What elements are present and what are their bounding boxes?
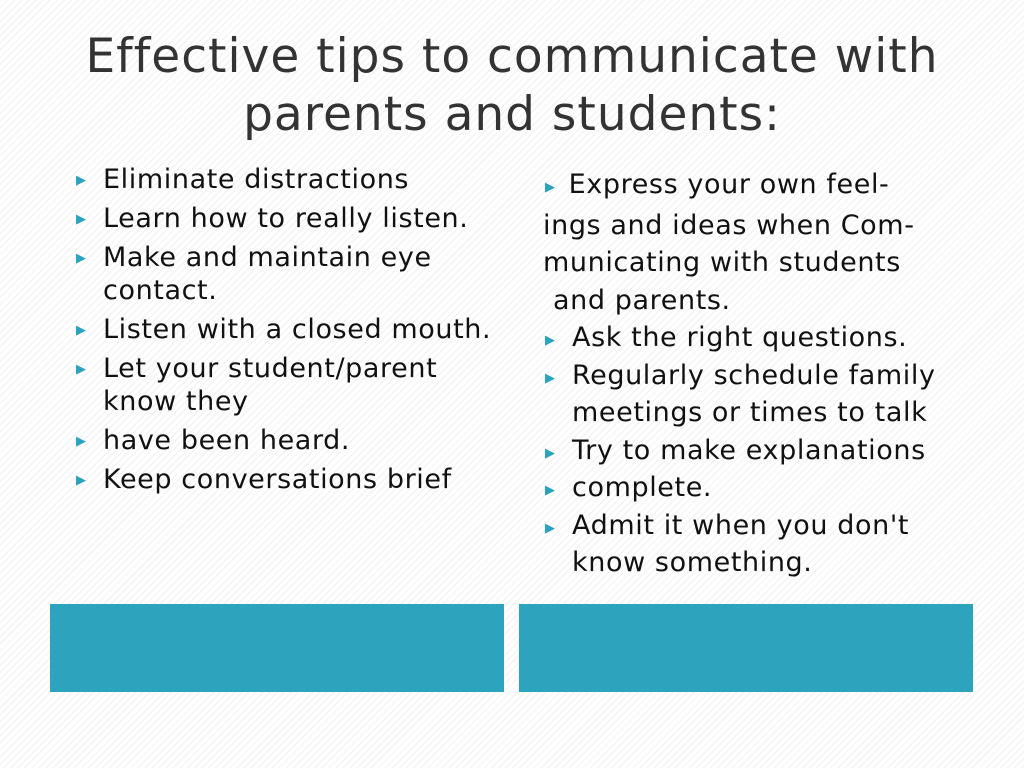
- list-item: [543, 469, 983, 507]
- triangle-right-icon: ▶: [76, 362, 87, 377]
- list-item-text: have been heard.: [103, 425, 351, 456]
- triangle-right-icon: ▶: [76, 173, 87, 188]
- triangle-right-icon: ▶: [545, 520, 556, 536]
- list-item-text: Express your own feel-: [568, 169, 890, 200]
- list-item-text: Learn how to really listen.: [103, 203, 469, 234]
- slide-title: [40, 28, 984, 144]
- list-item-line: municating with students: [543, 247, 901, 278]
- list-item-line: and parents.: [553, 284, 731, 316]
- list-item-text: Ask the right questions.: [572, 322, 908, 353]
- list-item-text: Regularly schedule family meetings or times to talk: [572, 359, 936, 428]
- list-item: [74, 313, 514, 346]
- triangle-right-icon: ▶: [545, 333, 556, 348]
- list-item-text: Keep conversations brief: [103, 464, 452, 495]
- list-item-text: complete.: [572, 472, 713, 503]
- list-item: [74, 424, 514, 457]
- title-line-2: parents and students:: [243, 87, 781, 142]
- list-item: [543, 319, 983, 357]
- list-item-text: Admit it when you don't know something.: [572, 509, 910, 578]
- triangle-right-icon: ▶: [545, 483, 556, 498]
- left-bullet-list: [74, 163, 514, 502]
- list-item-line: [543, 166, 983, 207]
- triangle-right-icon: ▶: [76, 473, 87, 488]
- triangle-right-icon: ▶: [76, 212, 87, 227]
- list-item-text: Eliminate distractions: [103, 164, 410, 195]
- list-item: [74, 352, 514, 418]
- triangle-right-icon: ▶: [76, 251, 87, 266]
- triangle-right-icon: ▶: [76, 323, 87, 338]
- list-item-text: Try to make explanations: [572, 434, 926, 466]
- list-item: [543, 507, 983, 582]
- accent-panel-right: [519, 604, 973, 692]
- list-item-text: Make and maintain eye contact.: [103, 242, 432, 306]
- triangle-right-icon: ▶: [545, 370, 556, 386]
- list-item: [543, 432, 983, 470]
- triangle-right-icon: ▶: [545, 445, 556, 461]
- list-item: [543, 357, 983, 432]
- triangle-right-icon: ▶: [76, 434, 87, 449]
- triangle-right-icon: ▶: [545, 180, 556, 195]
- list-item: [543, 166, 983, 319]
- list-item: [74, 202, 514, 235]
- list-item: [74, 163, 514, 196]
- list-item-line: ings and ideas when Com-: [543, 209, 915, 241]
- accent-panel-left: [50, 604, 504, 692]
- list-item: [74, 463, 514, 496]
- list-item: [74, 241, 514, 307]
- list-item-text: Listen with a closed mouth.: [103, 314, 492, 345]
- title-line-1: Effective tips to communicate with: [85, 29, 939, 84]
- list-item-text: Let your student/parent know they: [103, 353, 438, 417]
- right-bullet-list: [543, 166, 983, 582]
